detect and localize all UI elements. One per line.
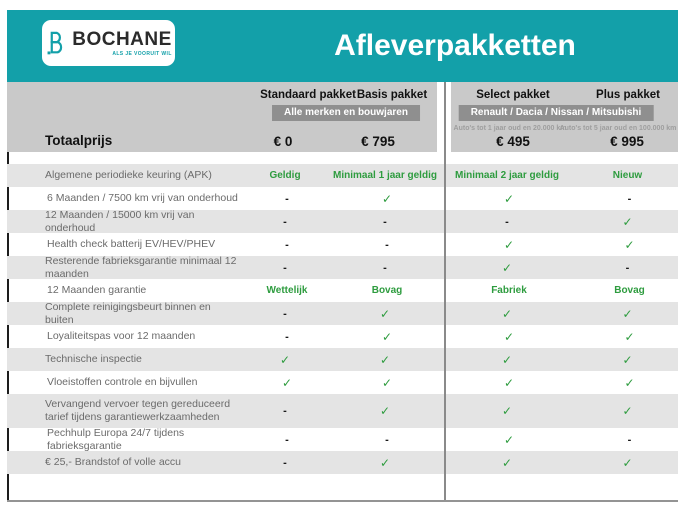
value-cell (437, 164, 577, 187)
value-cell (577, 210, 678, 233)
value-cell (439, 325, 579, 348)
table-row (7, 302, 678, 325)
row-label: 12 Maanden / 15000 km vrij van onderhoud (45, 210, 195, 233)
dash-icon: - (627, 192, 632, 205)
value-cell (439, 428, 579, 451)
value-cell (239, 428, 335, 451)
spacer-row (7, 474, 678, 500)
row-label-cell (7, 451, 237, 474)
row-label: Resterende fabrieksgarantie minimaal 12 maanden (45, 256, 237, 279)
check-icon: ✓ (503, 191, 515, 206)
check-icon: ✓ (379, 404, 391, 418)
row-label-cell (7, 394, 237, 428)
price-select: € 495 (496, 134, 530, 149)
value-text: Minimaal 1 jaar geldig (333, 170, 437, 181)
dash-icon: - (285, 433, 289, 446)
check-icon: ✓ (501, 352, 513, 367)
check-icon: ✓ (503, 329, 515, 344)
value-cell (333, 164, 437, 187)
dash-icon: - (283, 307, 287, 320)
value-cell (335, 187, 439, 210)
value-cell (437, 210, 577, 233)
value-cell (579, 428, 680, 451)
spacer-row (7, 152, 678, 164)
value-cell (439, 187, 579, 210)
dash-icon: - (383, 215, 387, 228)
value-cell (437, 256, 577, 279)
row-label: Pechhulp Europa 24/7 tijdens fabrieksgarantie (47, 428, 185, 451)
plus-sub-label: Auto's tot 5 jaar oud en 100.000 km (559, 125, 677, 132)
value-cell (439, 371, 579, 394)
price-plus: € 995 (610, 134, 644, 149)
table-row (7, 428, 678, 451)
value-cell (437, 451, 577, 474)
check-icon: ✓ (501, 306, 513, 321)
value-cell (335, 428, 439, 451)
row-label-cell (7, 256, 237, 279)
row-label-cell (9, 428, 239, 451)
table-row (7, 256, 678, 279)
check-icon: ✓ (624, 375, 635, 390)
column-header-basis: Basis pakket (356, 89, 428, 101)
value-cell (237, 302, 333, 325)
value-cell (437, 302, 577, 325)
row-label: Vervangend vervoer tegen gereduceerd tarief tijdens garantiewerkzaamheden (45, 398, 231, 423)
check-icon: ✓ (381, 191, 393, 206)
dash-icon: - (283, 405, 287, 417)
row-label-cell (7, 302, 237, 325)
bochane-logo (42, 20, 175, 66)
value-cell (579, 187, 680, 210)
table-row (7, 348, 678, 371)
value-cell (335, 233, 439, 256)
check-icon: ✓ (624, 237, 635, 252)
table-row (7, 371, 678, 394)
bochane-logo-icon (45, 29, 67, 57)
column-group-divider (444, 82, 446, 500)
table-row (7, 164, 678, 187)
dash-icon: - (283, 261, 287, 274)
row-label: Technische inspectie (45, 353, 142, 366)
table-row (7, 279, 678, 302)
value-cell (239, 325, 335, 348)
dash-icon: - (285, 330, 289, 343)
value-text: Minimaal 2 jaar geldig (455, 170, 559, 181)
value-cell (333, 394, 437, 428)
value-cell (335, 325, 439, 348)
check-icon: ✓ (503, 432, 515, 447)
check-icon: ✓ (503, 375, 515, 390)
value-cell (237, 164, 333, 187)
table-bottom-border (7, 500, 678, 502)
dash-icon: - (285, 238, 289, 251)
value-cell (439, 233, 579, 256)
value-text: Wettelijk (266, 285, 308, 296)
table-row (7, 451, 678, 474)
check-icon: ✓ (379, 455, 391, 470)
value-cell (237, 348, 333, 371)
value-cell (237, 210, 333, 233)
value-cell (579, 233, 680, 256)
row-label: 6 Maanden / 7500 km vrij van onderhoud (47, 192, 238, 205)
page-title: Afleverpakketten (334, 29, 576, 62)
value-cell (577, 256, 678, 279)
row-label: Complete reinigingsbeurt binnen en buiten (45, 302, 211, 325)
dash-icon: - (385, 433, 389, 446)
value-cell (239, 371, 335, 394)
table-header (7, 82, 678, 152)
row-label: Algemene periodieke keuring (APK) (45, 169, 212, 182)
value-cell (579, 371, 680, 394)
total-price-label: Totaalprijs (45, 133, 113, 148)
value-cell (335, 371, 439, 394)
value-cell (437, 394, 577, 428)
value-cell (579, 279, 680, 302)
row-label-cell (9, 233, 239, 256)
value-cell (577, 394, 678, 428)
check-icon: ✓ (622, 404, 633, 418)
dash-icon: - (283, 215, 287, 228)
check-icon: ✓ (379, 306, 391, 321)
value-cell (577, 348, 678, 371)
check-icon: ✓ (501, 404, 513, 418)
value-cell (237, 451, 333, 474)
row-label-cell (9, 325, 239, 348)
row-label: 12 Maanden garantie (47, 284, 147, 297)
row-label: Health check batterij EV/HEV/PHEV (47, 238, 216, 251)
check-icon: ✓ (624, 329, 635, 344)
dash-icon: - (625, 261, 630, 274)
table-row (7, 233, 678, 256)
check-icon: ✓ (501, 260, 513, 275)
row-label: Vloeistoffen controle en bijvullen (47, 376, 198, 389)
check-icon: ✓ (381, 375, 393, 390)
dash-icon: - (383, 261, 387, 274)
value-cell (333, 256, 437, 279)
value-cell (239, 279, 335, 302)
dash-icon: - (283, 456, 287, 469)
check-icon: ✓ (622, 352, 633, 367)
check-icon: ✓ (501, 455, 513, 470)
check-icon: ✓ (279, 352, 291, 367)
check-icon: ✓ (381, 329, 393, 344)
value-cell (237, 394, 333, 428)
dash-icon: - (627, 433, 632, 446)
row-label-cell (9, 371, 239, 394)
column-header-select: Select pakket (476, 89, 550, 101)
table-row (7, 394, 678, 428)
dash-icon: - (385, 238, 389, 251)
value-cell (333, 348, 437, 371)
value-cell (239, 187, 335, 210)
check-icon: ✓ (622, 455, 633, 470)
row-label-cell (9, 187, 239, 210)
table-row (7, 325, 678, 348)
value-text: Fabriek (491, 285, 527, 296)
table-rows (7, 152, 678, 500)
check-icon: ✓ (503, 237, 515, 252)
row-label: € 25,- Brandstof of volle accu (45, 456, 181, 469)
value-cell (437, 348, 577, 371)
logo-text (72, 30, 172, 57)
row-label-cell (7, 164, 237, 187)
value-cell (577, 164, 678, 187)
dash-icon: - (285, 192, 289, 205)
value-cell (439, 279, 579, 302)
group-badge-renault-group: Renault / Dacia / Nissan / Mitsubishi (459, 105, 654, 121)
check-icon: ✓ (281, 375, 293, 390)
value-cell (579, 325, 680, 348)
value-cell (239, 233, 335, 256)
value-cell (333, 302, 437, 325)
value-text: Bovag (614, 285, 645, 296)
value-cell (333, 210, 437, 233)
value-text: Geldig (269, 170, 301, 181)
table-row (7, 187, 678, 210)
header-bar (7, 10, 678, 82)
logo-name: BOCHANE (72, 28, 172, 50)
row-label-cell (7, 348, 237, 371)
table-row (7, 210, 678, 233)
package-table (7, 82, 678, 502)
value-cell (577, 302, 678, 325)
value-cell (237, 256, 333, 279)
price-standaard: € 0 (273, 134, 293, 149)
price-basis: € 795 (361, 134, 395, 149)
check-icon: ✓ (379, 352, 391, 367)
column-header-plus: Plus pakket (596, 89, 660, 101)
dash-icon: - (505, 215, 509, 228)
logo-tagline: ALS JE VOORUIT WIL (112, 50, 172, 57)
group-badge-all-brands: Alle merken en bouwjaren (272, 105, 420, 121)
select-sub-label: Auto's tot 1 jaar oud en 20.000 km (453, 125, 567, 132)
column-header-standaard: Standaard pakket (260, 89, 356, 101)
row-label-cell (7, 210, 237, 233)
value-cell (335, 279, 439, 302)
check-icon: ✓ (622, 306, 633, 321)
value-text: Nieuw (612, 170, 643, 181)
row-label-cell (9, 279, 239, 302)
value-text: Bovag (371, 285, 403, 296)
check-icon: ✓ (622, 214, 633, 229)
value-cell (333, 451, 437, 474)
value-cell (577, 451, 678, 474)
row-label: Loyaliteitspas voor 12 maanden (47, 330, 196, 343)
